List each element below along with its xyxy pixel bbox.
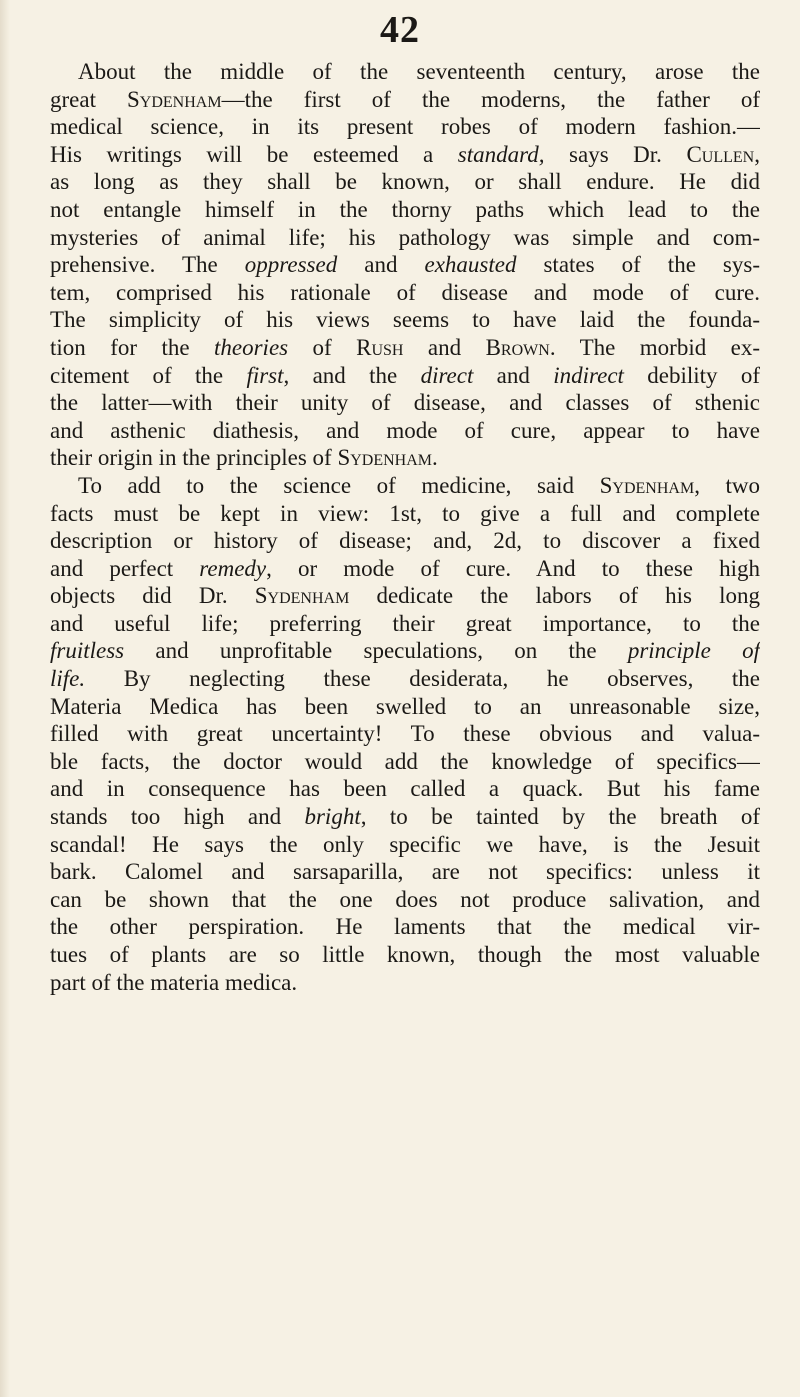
- text-line: [50, 500, 760, 528]
- text-line: [50, 472, 760, 500]
- text-span: About the middle of the seventeenth century, arose the: [78, 59, 760, 84]
- text-span: and perfect: [50, 555, 200, 581]
- text-span: debility of: [623, 362, 760, 388]
- text-line: [50, 886, 760, 914]
- text-line: [50, 941, 760, 969]
- text-span: bark. Calomel and sarsaparilla, are not specifics: unless it: [50, 859, 760, 885]
- text-line: [50, 224, 760, 252]
- text-line: [50, 113, 760, 141]
- text-line: [50, 913, 760, 941]
- italic-text: fruitless: [50, 638, 125, 664]
- text-span: and unprofitable speculations, on the: [124, 638, 628, 664]
- text-span: and in consequence has been called a quack. But his fame: [50, 776, 760, 802]
- italic-text: remedy: [199, 555, 267, 581]
- text-span: as long as they shall be known, or shall endure. He did: [50, 169, 760, 195]
- small-caps-name: Rush: [356, 334, 404, 360]
- text-span: , two: [694, 472, 760, 498]
- text-line: [50, 417, 760, 445]
- text-span: not entangle himself in the thorny paths which lead to the: [50, 196, 760, 222]
- text-line: [50, 969, 760, 997]
- text-span: tion for the: [50, 334, 214, 360]
- text-span: scandal! He says the only specific we have, is the Jesuit: [50, 831, 760, 857]
- text-line: [50, 251, 760, 279]
- text-span: , to be tainted by the breath of: [360, 804, 760, 830]
- text-line: [50, 775, 760, 803]
- text-span: objects did Dr.: [50, 583, 255, 609]
- page-number: 42: [380, 9, 420, 51]
- text-span: and useful life; preferring their great importance, to the: [50, 610, 760, 636]
- text-span: ble facts, the doctor would add the knowledge of specifics—: [50, 748, 760, 774]
- text-line: [50, 362, 760, 390]
- text-span: mysteries of animal life; his pathology was simple and com-: [50, 224, 760, 250]
- text-line: [50, 748, 760, 776]
- text-line: [50, 279, 760, 307]
- text-span: His writings will be esteemed a: [50, 141, 458, 167]
- small-caps-name: Sydenham: [599, 472, 695, 498]
- text-span: stands too high and: [50, 804, 305, 830]
- text-line: [50, 86, 760, 114]
- text-span: The simplicity of his views seems to have laid the founda-: [50, 307, 760, 333]
- body-text: [50, 58, 760, 996]
- text-span: prehensive. The: [50, 252, 245, 278]
- text-line: [50, 831, 760, 859]
- text-span: , and the: [283, 362, 421, 388]
- text-line: [50, 141, 760, 169]
- text-line: [50, 168, 760, 196]
- text-span: —the first of the moderns, the father of: [221, 86, 760, 112]
- small-caps-name: Brown: [485, 334, 550, 360]
- text-span: facts must be kept in view: 1st, to give a full and complete: [50, 500, 760, 526]
- text-line: [50, 720, 760, 748]
- text-span: part of the materia medica.: [50, 969, 298, 995]
- text-span: Materia Medica has been swelled to an unreasonable size,: [50, 693, 760, 719]
- italic-text: life.: [50, 666, 86, 692]
- text-span: description or history of disease; and, 2d, to discover a fixed: [50, 528, 760, 554]
- text-span: of: [288, 334, 357, 360]
- text-span: .: [432, 445, 438, 471]
- text-line: [50, 389, 760, 417]
- text-line: [50, 527, 760, 555]
- italic-text: bright: [304, 804, 361, 830]
- text-span: citement of the: [50, 362, 247, 388]
- text-line: [50, 582, 760, 610]
- italic-text: oppressed: [244, 252, 338, 278]
- text-span: By neglecting these desiderata, he observes, the: [85, 666, 760, 692]
- text-span: the other perspiration. He laments that the medical vir-: [50, 914, 760, 940]
- text-span: and: [337, 252, 425, 278]
- text-line: [50, 58, 760, 86]
- small-caps-name: Sydenham: [127, 86, 222, 112]
- text-span: . The morbid ex-: [549, 334, 760, 360]
- text-span: tues of plants are so little known, though the most valuable: [50, 942, 760, 967]
- text-span: To add to the science of medicine, said: [78, 472, 600, 498]
- text-span: tem, comprised his rationale of disease and mode of cure.: [50, 279, 760, 305]
- italic-text: principle of: [627, 638, 760, 664]
- text-line: [50, 665, 760, 693]
- text-span: their origin in the principles of: [50, 445, 338, 471]
- text-span: and: [473, 362, 554, 388]
- text-line: [50, 444, 760, 472]
- small-caps-name: Cullen,: [686, 141, 760, 167]
- text-span: and: [403, 334, 486, 360]
- text-span: , or mode of cure. And to these high: [266, 555, 760, 581]
- italic-text: standard,: [457, 141, 545, 167]
- text-span: states of the sys-: [516, 252, 760, 278]
- italic-text: theories: [214, 334, 289, 360]
- italic-text: direct: [420, 362, 474, 388]
- text-line: [50, 555, 760, 583]
- text-span: can be shown that the one does not produce salivation, and: [50, 886, 760, 912]
- text-span: says Dr.: [544, 141, 687, 167]
- text-span: dedicate the labors of his long: [349, 583, 760, 609]
- text-span: the latter—with their unity of disease, and classes of sthenic: [50, 390, 760, 416]
- text-line: [50, 858, 760, 886]
- text-line: [50, 637, 760, 665]
- small-caps-name: Sydenham: [337, 445, 433, 471]
- text-span: medical science, in its present robes of modern fashion.—: [50, 114, 760, 140]
- text-line: [50, 334, 760, 362]
- text-line: [50, 803, 760, 831]
- text-line: [50, 610, 760, 638]
- text-span: and asthenic diathesis, and mode of cure, appear to have: [50, 417, 760, 443]
- text-line: [50, 693, 760, 721]
- text-line: [50, 306, 760, 334]
- italic-text: exhausted: [424, 252, 517, 278]
- small-caps-name: Sydenham: [254, 583, 350, 609]
- italic-text: indirect: [553, 362, 624, 388]
- page-spine-shadow: [0, 0, 10, 1397]
- text-span: great: [50, 86, 127, 112]
- text-line: [50, 196, 760, 224]
- text-span: filled with great uncertainty! To these obvious and valua-: [50, 721, 760, 747]
- italic-text: first: [246, 362, 284, 388]
